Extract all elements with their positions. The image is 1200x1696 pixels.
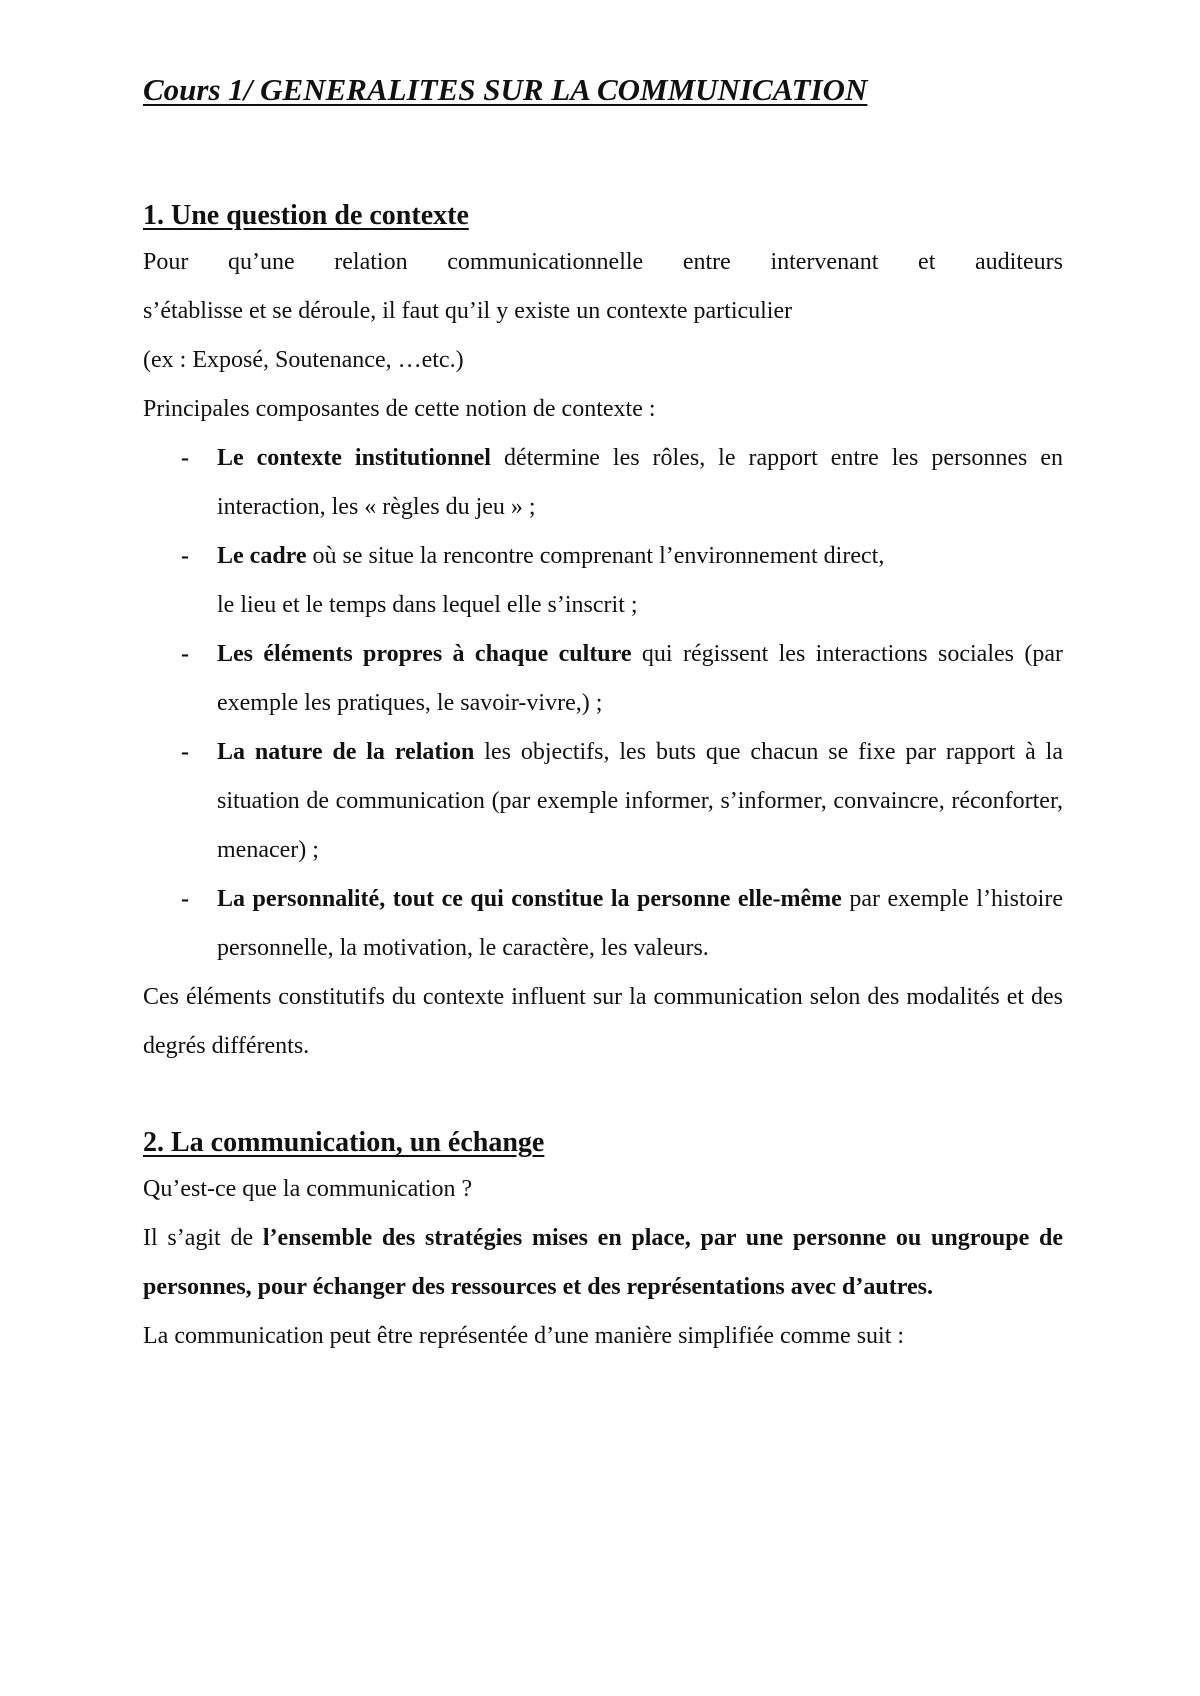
- question-line: Qu’est-ce que la communication ?: [143, 1176, 473, 1202]
- section-2-heading: 2. La communication, un échange: [143, 1127, 545, 1158]
- intro-line-2: s’établisse et se déroule, il faut qu’il y existe un contexte particulier: [143, 298, 793, 324]
- section-context: [143, 194, 1063, 1071]
- document-title: Cours 1/ GENERALITES SUR LA COMMUNICATION: [143, 72, 868, 107]
- list-item-text: où se situe la rencontre comprenant l’environnement direct,: [306, 543, 885, 569]
- representation-line: La communication peut être représentée d’une manière simplifiée comme suit :: [143, 1323, 905, 1349]
- list-item-text-continued: le lieu et le temps dans lequel elle s’inscrit ;: [217, 592, 638, 618]
- list-item-term: Les éléments propres à chaque culture: [217, 641, 632, 667]
- list-item-term: La personnalité, tout ce qui constitue la personne elle-même: [217, 886, 842, 912]
- list-item-text: les objectifs, les buts que chacun se fixe par rapport à la situation de communication (par exemple informer, s’informer, convaincre, réconforter, menacer) ;: [217, 739, 1063, 863]
- list-item-term: Le contexte institutionnel: [217, 445, 491, 471]
- list-item: [143, 875, 1063, 973]
- list-item-text: détermine les rôles, le rapport entre les personnes en interaction, les « règles du jeu » ;: [217, 445, 1063, 520]
- section-exchange: [143, 1121, 1063, 1361]
- definition-prefix: Il s’agit de: [143, 1225, 263, 1251]
- list-item-term: La nature de la relation: [217, 739, 475, 765]
- list-item-term: Le cadre: [217, 543, 307, 569]
- section-1-conclusion: Ces éléments constitutifs du contexte influent sur la communication selon des modalités et des degrés différents.: [143, 984, 1063, 1059]
- list-item-text: qui régissent les interactions sociales (par exemple les pratiques, le savoir-vivre,) ;: [217, 641, 1063, 716]
- document-page: [143, 68, 1063, 1361]
- list-item: [143, 630, 1063, 728]
- list-item: [143, 728, 1063, 875]
- list-item-text: par exemple l’histoire personnelle, la motivation, le caractère, les valeurs.: [217, 886, 1063, 961]
- list-item: [143, 532, 1063, 630]
- example-line: (ex : Exposé, Soutenance, …etc.): [143, 347, 464, 373]
- section-1-heading: 1. Une question de contexte: [143, 200, 469, 231]
- context-components-list: [143, 434, 1063, 973]
- components-intro: Principales composantes de cette notion de contexte :: [143, 396, 656, 422]
- list-item: [143, 434, 1063, 532]
- definition-paragraph: [143, 1214, 1063, 1312]
- intro-line-1: Pour qu’une relation communicationnelle entre intervenant et auditeurs: [143, 249, 1063, 275]
- definition-text: l’ensemble des stratégies mises en place, par une personne ou ungroupe de personnes, pour échanger des ressources et des représentations avec d’autres.: [143, 1225, 1063, 1300]
